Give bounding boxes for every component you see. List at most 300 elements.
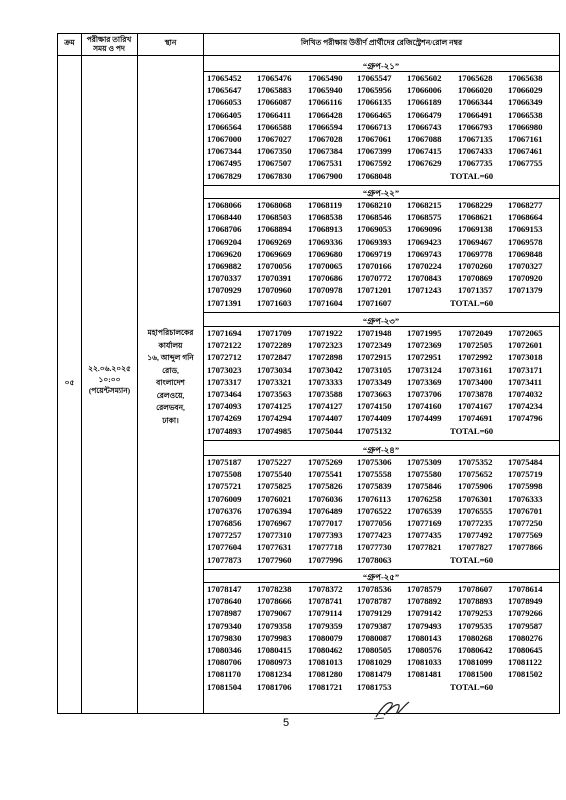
roll-number: 17079340 [207,620,242,631]
roll-number: 17066465 [357,109,392,120]
roll-row [205,248,559,260]
roll-number: 17073034 [257,364,292,375]
roll-number: 17072915 [357,352,392,363]
roll-number: 17067399 [357,146,392,157]
roll-number: 17078579 [407,584,442,594]
roll-number: 17068706 [207,224,242,235]
roll-number: 17080276 [508,632,543,643]
roll-number: 17077257 [207,530,242,541]
roll-row [205,170,559,182]
roll-number: 17079358 [257,620,292,631]
roll-number: 17067461 [508,146,543,157]
roll-number: 17075826 [308,481,343,492]
roll-number: 17067028 [308,134,343,144]
roll-number: 17080462 [308,645,343,655]
group-title: “গ্রুপ-২৩” [362,316,400,326]
roll-number: 17066411 [257,109,291,120]
roll-number: 17067900 [308,170,343,181]
roll-number: 17081502 [508,669,543,680]
roll-number: 17074093 [207,401,242,412]
header-venue: স্থান [164,38,177,47]
roll-number: 17073464 [207,389,242,399]
roll-number: 17074160 [407,401,442,412]
roll-number: 17072847 [257,352,292,363]
roll-row [205,272,559,284]
roll-number: 17078987 [207,608,242,619]
group-total: TOTAL=60 [450,425,493,436]
roll-number: 17078892 [407,596,442,607]
roll-number: 17065452 [207,73,242,83]
roll-number: 17075558 [357,469,392,480]
roll-number: 17067592 [357,158,392,169]
roll-number: 17077873 [207,554,242,565]
roll-number: 17075187 [207,457,242,467]
roll-number: 17081481 [407,669,442,680]
roll-number: 17076113 [357,493,391,504]
roll-number: 17070056 [257,261,292,271]
roll-number: 17076539 [407,505,442,516]
roll-number: 17067629 [407,158,442,169]
roll-number: 17069669 [257,248,292,259]
roll-number: 17066491 [458,109,493,120]
roll-number: 17070920 [508,273,543,284]
group-title: “গ্রুপ-২৫” [362,572,400,582]
roll-number: 17071201 [357,285,392,296]
roll-number: 17081504 [207,681,242,692]
roll-number: 17076376 [207,505,242,516]
roll-number: 17066594 [308,121,343,132]
roll-row [205,505,559,517]
roll-number: 17067088 [407,134,442,144]
roll-number: 17077056 [357,518,392,528]
roll-number: 17081280 [308,669,343,680]
roll-number: 17073023 [207,364,242,375]
roll-number: 17068119 [308,200,342,210]
roll-number: 17071607 [357,297,392,308]
roll-number: 17066743 [407,121,442,132]
roll-number: 17067350 [257,146,292,157]
roll-number: 17081721 [308,681,343,692]
roll-number: 17069778 [458,248,493,259]
roll-number: 17080143 [407,632,442,643]
roll-number: 17079387 [357,620,392,631]
roll-number: 17078666 [257,596,292,607]
roll-number: 17078372 [308,584,343,594]
roll-row [205,84,559,96]
roll-number: 17068621 [458,212,493,223]
roll-number: 17067433 [458,146,493,157]
roll-number: 17072951 [407,352,442,363]
roll-number: 17069053 [357,224,392,235]
roll-number: 17074985 [257,425,292,436]
group-total: TOTAL=60 [450,170,493,181]
roll-number: 17067830 [257,170,292,181]
roll-number: 17071948 [357,328,392,338]
roll-number: 17081033 [407,657,442,668]
roll-number: 17066980 [508,121,543,132]
roll-number: 17079129 [357,608,392,619]
roll-number: 17076522 [357,505,392,516]
roll-row [205,376,559,388]
roll-row [205,388,559,400]
roll-number: 17071995 [407,328,442,338]
roll-number: 17074893 [207,425,242,436]
roll-number: 17081500 [458,669,493,680]
roll-number: 17076021 [257,493,292,504]
roll-number: 17073321 [257,376,292,387]
roll-number: 17070224 [407,261,442,271]
roll-row [205,297,559,309]
exam-post: (পয়েন্টসম্যান) [88,386,131,395]
roll-number: 17076394 [257,505,292,516]
roll-number: 17072289 [257,340,292,351]
roll-number: 17073663 [357,389,392,399]
roll-number: 17068210 [357,200,392,210]
roll-number: 17077996 [308,554,343,565]
roll-number: 17073588 [308,389,343,399]
roll-number: 17078741 [308,596,343,607]
roll-number: 17077017 [308,518,343,528]
roll-number: 17066713 [357,121,392,132]
roll-row [205,583,559,595]
roll-number: 17070772 [357,273,392,284]
roll-number: 17067735 [458,158,493,169]
roll-row [205,632,559,644]
roll-number: 17068575 [407,212,442,223]
roll-number: 17067415 [407,146,442,157]
roll-number: 17068538 [308,212,343,223]
venue-line: রোড, [162,365,179,375]
roll-number: 17069138 [458,224,493,235]
roll-number: 17072349 [357,340,392,351]
roll-number: 17073333 [308,376,343,387]
roll-number: 17066189 [407,97,442,108]
roll-row [205,236,559,248]
roll-number: 17069680 [308,248,343,259]
roll-number: 17074125 [257,401,292,412]
group-total: TOTAL=60 [450,681,493,692]
roll-number: 17078238 [257,584,292,594]
exam-date-time-cell [82,363,137,396]
roll-number: 17072323 [308,340,343,351]
roll-number: 17074167 [458,401,493,412]
roll-number: 17072898 [308,352,343,363]
header-roll-numbers: লিখিত পরীক্ষায় উত্তীর্ণ প্রার্থীদের রেজিস্ট্রেশন/রোল নম্বর [300,38,463,47]
roll-row [205,541,559,553]
roll-number: 17073018 [508,352,543,363]
roll-number: 17072049 [458,328,493,338]
roll-number: 17068048 [357,170,392,181]
roll-number: 17070391 [257,273,292,284]
roll-row [205,199,559,211]
roll-number: 17067135 [458,134,493,144]
roll-number: 17069393 [357,236,392,247]
roll-number: 17073317 [207,376,242,387]
roll-number: 17070686 [308,273,343,284]
roll-number: 17066116 [308,97,342,108]
roll-number: 17068503 [257,212,292,223]
roll-number: 17068229 [458,200,493,210]
roll-number: 17071694 [207,328,242,338]
roll-row [205,145,559,157]
roll-row [205,480,559,492]
roll-number: 17072601 [508,340,543,351]
roll-number: 17072505 [458,340,493,351]
roll-number: 17081753 [357,681,392,692]
roll-number: 17073105 [357,364,392,375]
roll-number: 17081170 [207,669,241,680]
roll-number: 17070166 [357,261,392,271]
roll-number: 17069882 [207,261,242,271]
roll-number: 17068440 [207,212,242,223]
roll-number: 17066020 [458,85,493,96]
roll-number: 17069848 [508,248,543,259]
venue-line: রেলওয়ে, [156,390,185,400]
roll-number: 17077730 [357,542,392,553]
roll-number: 17067507 [257,158,292,169]
roll-number: 17074127 [308,401,343,412]
roll-number: 17066053 [207,97,242,108]
roll-number: 17081479 [357,669,392,680]
roll-number: 17075846 [407,481,442,492]
roll-number: 17066405 [207,109,242,120]
roll-number: 17079067 [257,608,292,619]
roll-number: 17065638 [508,73,543,83]
roll-number: 17079535 [458,620,493,631]
roll-number: 17077631 [257,542,292,553]
roll-number: 17071922 [308,328,343,338]
roll-number: 17065883 [257,85,292,96]
roll-row [205,493,559,505]
roll-number: 17068277 [508,200,543,210]
roll-row [205,425,559,437]
roll-number: 17073878 [458,389,493,399]
roll-number: 17075269 [308,457,343,467]
roll-number: 17072065 [508,328,543,338]
roll-number: 17069467 [458,236,493,247]
roll-number: 17067495 [207,158,242,169]
roll-number: 17078893 [458,596,493,607]
roll-number: 17075998 [508,481,543,492]
roll-number: 17078607 [458,584,493,594]
roll-number: 17078787 [357,596,392,607]
roll-number: 17067161 [508,134,543,144]
roll-number: 17078640 [207,596,242,607]
roll-number: 17070978 [308,285,343,296]
roll-row [205,529,559,541]
roll-number: 17066793 [458,121,493,132]
roll-row [205,223,559,235]
venue-line: মহাপরিচালকের [147,328,194,337]
roll-number: 17066135 [357,97,392,108]
group-title: “গ্রুপ-২১” [362,61,400,71]
roll-number: 17073706 [407,389,442,399]
roll-number: 17065956 [357,85,392,96]
roll-number: 17067755 [508,158,543,169]
header-exam-date-time: পরীক্ষার তারিখ সময় ও পদ [86,35,132,53]
roll-number: 17080087 [357,632,392,643]
roll-number: 17069269 [257,236,292,247]
roll-number: 17069423 [407,236,442,247]
roll-number: 17074294 [257,413,292,424]
roll-number: 17065602 [407,73,442,83]
roll-row [205,681,559,693]
roll-number: 17067344 [207,146,242,157]
roll-number: 17071709 [257,328,292,338]
roll-number: 17076333 [508,493,543,504]
roll-number: 17065547 [357,73,392,83]
roll-number: 17081013 [308,657,343,668]
roll-number: 17079587 [508,620,543,631]
group-total: TOTAL=60 [450,297,493,308]
roll-number: 17077393 [308,530,343,541]
roll-row [205,656,559,668]
roll-number: 17075719 [508,469,543,480]
roll-number: 17075540 [257,469,292,480]
roll-number: 17070065 [308,261,343,271]
roll-number: 17080346 [207,645,242,655]
roll-number: 17075580 [407,469,442,480]
roll-number: 17075508 [207,469,242,480]
roll-number: 17066349 [508,97,543,108]
roll-number: 17076301 [458,493,493,504]
roll-number: 17066538 [508,109,543,120]
roll-number: 17080645 [508,645,543,655]
roll-number: 17076036 [308,493,343,504]
roll-number: 17074796 [508,413,543,424]
roll-number: 17081029 [357,657,392,668]
roll-number: 17076967 [257,518,292,528]
roll-number: 17078063 [357,554,392,565]
roll-number: 17067384 [308,146,343,157]
roll-number: 17081706 [257,681,292,692]
roll-row [205,339,559,351]
roll-number: 17076701 [508,505,543,516]
roll-row [205,554,559,566]
roll-number: 17075825 [257,481,292,492]
roll-number: 17078536 [357,584,392,594]
serial-number: ০৫ [64,378,75,387]
roll-number: 17079493 [407,620,442,631]
roll-number: 17068913 [308,224,343,235]
roll-number: 17075306 [357,457,392,467]
roll-number: 17066564 [207,121,242,132]
roll-number: 17070960 [257,285,292,296]
roll-number: 17066428 [308,109,343,120]
roll-number: 17068664 [508,212,543,223]
group-title: “গ্রুপ-২৪” [362,445,400,455]
roll-number: 17077310 [257,530,292,541]
roll-number: 17080268 [458,632,493,643]
roll-row [205,668,559,680]
roll-number: 17077827 [458,542,493,553]
roll-number: 17077718 [308,542,343,553]
roll-number: 17080576 [407,645,442,655]
roll-number: 17070869 [458,273,493,284]
roll-number: 17069336 [308,236,343,247]
roll-number: 17075839 [357,481,392,492]
roll-row [205,400,559,412]
roll-row [205,72,559,84]
roll-number: 17070327 [508,261,543,271]
page-number: 5 [283,717,290,729]
exam-date: ২২.০৬.২০২৫ [88,364,131,373]
roll-number: 17065476 [257,73,292,83]
roll-number: 17065940 [308,85,343,96]
roll-number: 17079266 [508,608,543,619]
roll-number: 17074407 [308,413,343,424]
roll-number: 17075044 [308,425,343,436]
roll-number: 17078147 [207,584,242,594]
roll-number: 17078949 [508,596,543,607]
roll-number: 17079253 [458,608,493,619]
roll-number: 17081122 [508,657,542,668]
roll-number: 17074269 [207,413,242,424]
roll-number: 17074234 [508,401,543,412]
roll-number: 17075227 [257,457,292,467]
roll-number: 17073563 [257,389,292,399]
roll-number: 17066344 [458,97,493,108]
roll-number: 17065490 [308,73,343,83]
roll-number: 17073369 [407,376,442,387]
roll-number: 17080706 [207,657,242,668]
roll-number: 17075309 [407,457,442,467]
roll-number: 17069719 [357,248,392,259]
roll-row [205,260,559,272]
roll-number: 17072122 [207,340,242,351]
roll-number: 17068066 [207,200,242,210]
roll-number: 17080415 [257,645,292,655]
roll-number: 17069743 [407,248,442,259]
roll-number: 17078614 [508,584,543,594]
roll-number: 17067061 [357,134,392,144]
roll-number: 17077604 [207,542,242,553]
roll-number: 17072992 [458,352,493,363]
roll-row [205,456,559,468]
venue-cell [138,327,203,427]
roll-number: 17066588 [257,121,292,132]
venue-line: রেলভবন, [156,403,185,412]
roll-number: 17068068 [257,200,292,210]
roll-number: 17068215 [407,200,442,210]
roll-number: 17073171 [508,364,543,375]
roll-number: 17075652 [458,469,493,480]
roll-number: 17075132 [357,425,392,436]
roll-number: 17076555 [458,505,493,516]
roll-number: 17069153 [508,224,543,235]
roll-row [205,211,559,223]
roll-number: 17079114 [308,608,342,619]
roll-number: 17073161 [458,364,493,375]
roll-number: 17079830 [207,632,242,643]
roll-number: 17066087 [257,97,292,108]
group-title: “গ্রুপ-২২” [362,188,400,198]
roll-number: 17071357 [458,285,493,296]
signature [372,697,412,721]
roll-number: 17077435 [407,530,442,541]
roll-number: 17071379 [508,285,543,296]
roll-number: 17073349 [357,376,392,387]
roll-row [205,620,559,632]
roll-row [205,468,559,480]
roll-number: 17069578 [508,236,543,247]
roll-number: 17072712 [207,352,242,363]
roll-number: 17071603 [257,297,292,308]
roll-row [205,644,559,656]
roll-row [205,412,559,424]
roll-row [205,327,559,339]
roll-number: 17066029 [508,85,543,96]
